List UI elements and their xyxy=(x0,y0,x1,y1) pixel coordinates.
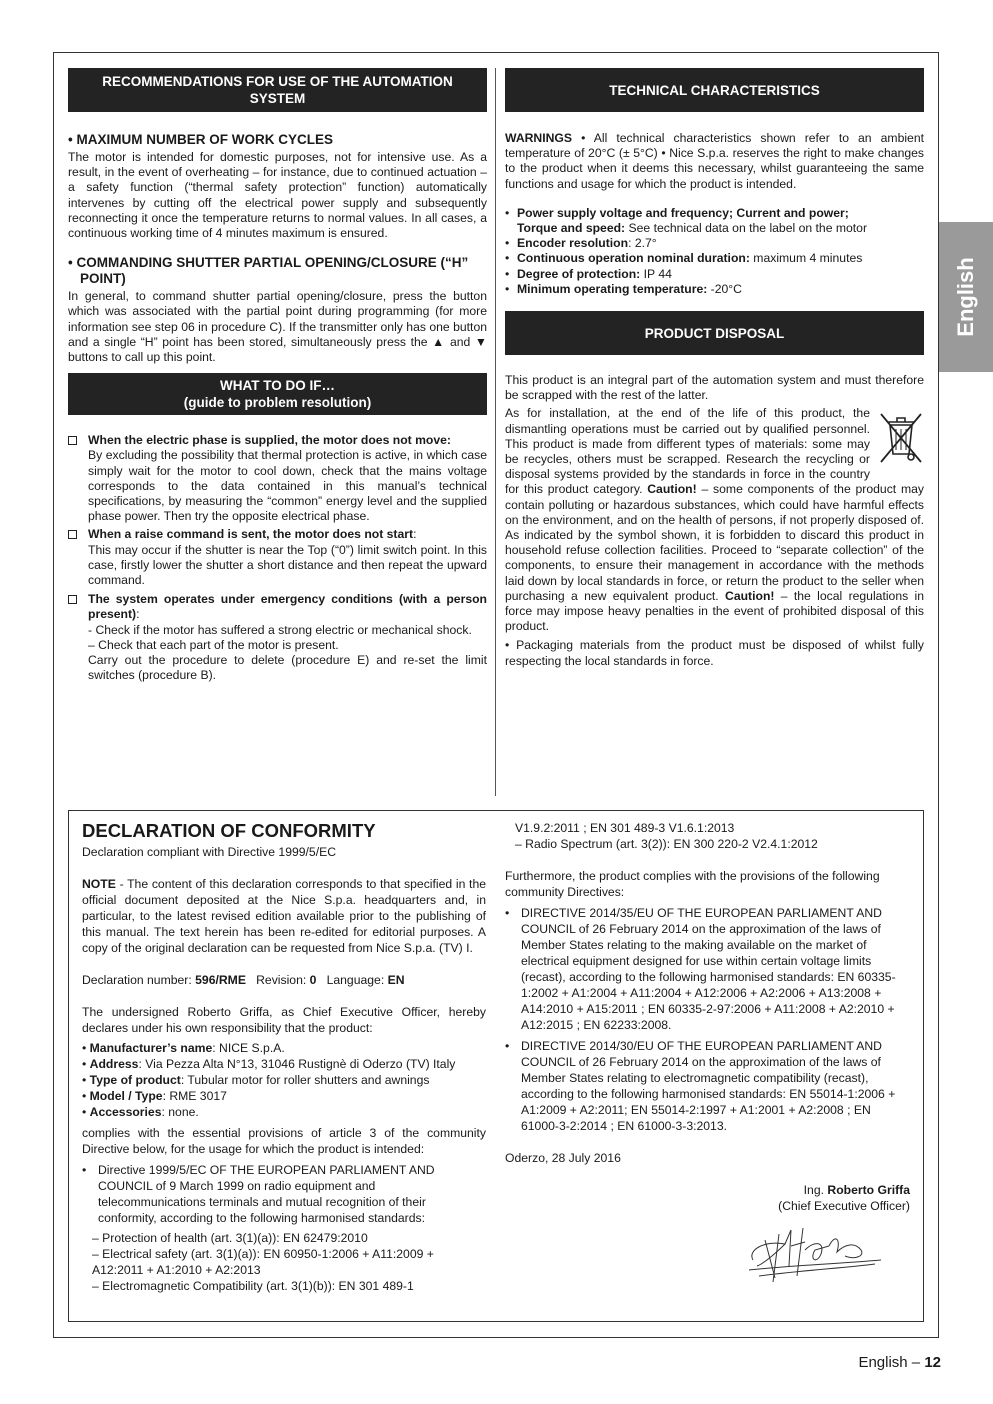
issue-title: When a raise command is sent, the motor does not start xyxy=(88,527,414,542)
note-text: - The content of this declaration corresponds to that specified in the official document deposited at the Nice S.p.a. headquarters and, in particular, to the latest revised edition available prior to the publishing of this manual. The text herein has been re-edited for editorial purposes. A copy of the original declaration can be requested from Nice S.p.a. (TV) I. xyxy=(82,877,486,955)
partial-opening-text: In general, to command shutter partial opening/closure, press the button which was associated with the partial point during programming (for more information see step 06 in procedure C). If the transmitter only has one button and a single “H” point has been stored, simultaneously press the ▲ and ▼ buttons to call up this point. xyxy=(68,289,487,365)
prop-value: : RME 3017 xyxy=(162,1089,227,1103)
page-footer xyxy=(858,1354,941,1371)
revision-label: Revision: xyxy=(256,973,310,987)
prop-value: : NICE S.p.A. xyxy=(212,1041,285,1055)
partial-opening-heading: • COMMANDING SHUTTER PARTIAL OPENING/CLOSURE (“H” POINT) xyxy=(68,255,469,287)
declaration-subtitle: Declaration compliant with Directive 1999/5/EC xyxy=(82,845,337,859)
spec-label: Power supply voltage and frequency; Current and power; xyxy=(517,205,849,220)
std-emc: – Electromagnetic Compatibility (art. 3(1)(b)): EN 301 489-1 xyxy=(92,1279,414,1293)
page-number: 12 xyxy=(924,1354,941,1371)
declaration-number-line xyxy=(82,972,486,988)
language-tab-label: English xyxy=(953,257,978,337)
directive-1999: • Directive 1999/5/EC OF THE EUROPEAN PARLIAMENT AND COUNCIL of 9 March 1999 on radio equipment and telecommunications terminals and mutual recognition of their conformity, according to the following harmonised standards: xyxy=(82,1162,486,1226)
decl-number: 596/RME xyxy=(195,973,246,987)
issue-item: When a raise command is sent, the motor does not start: This may occur if the shutter is near the Top (“0”) limit switch point. In this case, firstly lower the shutter a short distance and then repeat the upward command. xyxy=(68,527,487,588)
issue-text: Carry out the procedure to delete (procedure E) and re-set the limit switches (procedure B). xyxy=(88,653,487,683)
product-props xyxy=(82,1040,486,1120)
caution-label: Caution! xyxy=(725,588,775,603)
prop-item: • Manufacturer’s name: NICE S.p.A. xyxy=(82,1041,285,1055)
footer-label: English – xyxy=(858,1354,925,1371)
prop-value: : none. xyxy=(161,1105,199,1119)
prop-label: Address xyxy=(89,1057,139,1071)
caution-label: Caution! xyxy=(647,482,697,497)
place-date: Oderzo, 28 July 2016 xyxy=(505,1151,621,1165)
specs-list xyxy=(505,206,924,297)
what-to-do-title: WHAT TO DO IF… xyxy=(220,378,335,394)
spec-item xyxy=(505,282,924,297)
revision-value: 0 xyxy=(309,973,317,987)
spec-value: See technical data on the label on the motor xyxy=(625,221,868,236)
declaration-left xyxy=(82,820,486,1294)
warnings-text xyxy=(505,131,924,192)
issue-item: The system operates under emergency conditions (with a person present): - Check if the motor has suffered a strong electric or mechanical shock. – Check that each part of the motor is present. Carry out the procedure to delete (procedure E) and re-set the limit switches (procedure B). xyxy=(68,592,487,683)
spec-label: Torque and speed: xyxy=(517,221,626,236)
std-radio: – Radio Spectrum (art. 3(2)): EN 300 220-2 V2.4.1:2012 xyxy=(515,837,818,851)
disposal-text xyxy=(505,406,924,634)
spec-item xyxy=(505,206,924,236)
directive-2014-35: • DIRECTIVE 2014/35/EU OF THE EUROPEAN PARLIAMENT AND COUNCIL of 26 February 2014 on the approximation of the laws of Member States relating to the making available on the market of electrical equipment designed for use within certain voltage limits (recast), according to the following harmonised standards: EN 60335-1:2002 + A1:2004 + A11:2004 + A12:2006 + A2:2006 + A13:2008 + A14:2010 + A15:2011 ; EN 60335-2-97:2006 + A11:2008 + A2:2010 + A12:2015 ; EN 62233:2008. xyxy=(505,905,910,1033)
declaration-right xyxy=(505,820,910,1286)
disposal-intro: This product is an integral part of the automation system and must therefore be scrapped with the rest of the latter. xyxy=(505,373,924,403)
disposal-body-b: – some components of the product may contain polluting or hazardous substances, which could have harmful effects on the environment, and on the health of persons, if not properly disposed of. As indicated by the symbol shown, it is forbidden to discard this product in household refuse collection facilities. Proceed to “separate collection” of the components, to ensure their management in accordance with the methods laid down by local standards in force, or return the product to the seller when purchasing a new equivalent product. xyxy=(505,482,924,603)
spec-item xyxy=(505,267,924,282)
prop-item: • Address: Via Pezza Alta N°13, 31046 Rustignè di Oderzo (TV) Italy xyxy=(82,1057,456,1071)
spec-value: -20°C xyxy=(707,281,742,296)
issue-text: By excluding the possibility that thermal protection is active, in which case simply wait for the motor to cool down, check that the mains voltage corresponds to the data contained in this manual’s technical specifications, by measuring the “common” energy level and the supplied phase power. Then try the opposite electrical phase. xyxy=(88,448,487,524)
max-cycles-text: The motor is intended for domestic purposes, not for intensive use. As a result, in the event of overheating – for instance, due to continued actuation – a safety function (“thermal safety protection” function) automatically intervenes by cutting off the electrical power supply and subsequently reconnecting it once the temperature returns to normal values. In all cases, a continuous working time of 4 minutes maximum is ensured. xyxy=(68,150,487,241)
spec-label: Degree of protection: xyxy=(517,266,641,281)
issue-title: When the electric phase is supplied, the motor does not move: xyxy=(88,433,451,448)
spec-label: Continuous operation nominal duration: xyxy=(517,251,750,266)
signature-icon xyxy=(745,1220,885,1286)
technical-header: TECHNICAL CHARACTERISTICS xyxy=(505,68,924,112)
checkbox-icon xyxy=(68,595,77,604)
spec-value: maximum 4 minutes xyxy=(749,251,863,266)
recommendations-header: RECOMMENDATIONS FOR USE OF THE AUTOMATION SYSTEM xyxy=(68,68,487,112)
disposal-body-c: – the local regulations in force may impose heavy penalties in the event of prohibited disposal of this product. xyxy=(505,588,925,634)
directive-2014-30: • DIRECTIVE 2014/30/EU OF THE EUROPEAN PARLIAMENT AND COUNCIL of 26 February 2014 on the approximation of the laws of Member States relating to electromagnetic compatibility (recast), according to the following harmonised standards: EN 55014-1:2006 + A1:2009 + A2:2011; EN 55014-2:1997 + A1:2001 + A2:2008 ; EN 61000-3-2:2014 ; EN 61000-3-3:2013. xyxy=(505,1038,910,1134)
std-safety: – Electrical safety (art. 3(1)(a)): EN 60950-1:2006 + A11:2009 + A12:2011 + A1:2010 + A2:2013 xyxy=(92,1247,434,1277)
prop-label: Accessories xyxy=(89,1105,162,1119)
packaging-text: • Packaging materials from the product must be disposed of whilst fully respecting the local standards in force. xyxy=(505,638,924,668)
max-cycles-heading: • MAXIMUM NUMBER OF WORK CYCLES xyxy=(68,132,333,147)
warnings-label: WARNINGS xyxy=(505,131,573,145)
spec-label: Minimum operating temperature: xyxy=(517,281,708,296)
issue-text: - Check if the motor has suffered a strong electric or mechanical shock. xyxy=(88,622,472,637)
prop-label: Type of product xyxy=(89,1073,181,1087)
declaration-title: DECLARATION OF CONFORMITY xyxy=(82,820,376,841)
disposal-body-a: As for installation, at the end of the life of this product, the dismantling operations must be carried out by qualified personnel. This product is made from different types of materials: some may be recycles, others must be scrapped. Research the recycling or disposal systems provided by the standards in force in the country for this product category. xyxy=(505,406,870,497)
spec-value: IP 44 xyxy=(640,266,672,281)
prop-value: : Tubular motor for roller shutters and awnings xyxy=(180,1073,430,1087)
prop-item: • Type of product: Tubular motor for roller shutters and awnings xyxy=(82,1073,430,1087)
signer-name xyxy=(505,1182,910,1198)
language-label: Language: xyxy=(326,973,388,987)
checkbox-icon xyxy=(68,530,77,539)
column-divider xyxy=(495,68,496,796)
std-health: – Protection of health (art. 3(1)(a)): EN 62479:2010 xyxy=(92,1231,368,1245)
prop-value: : Via Pezza Alta N°13, 31046 Rustignè di Oderzo (TV) Italy xyxy=(138,1057,456,1071)
furthermore-text: Furthermore, the product complies with the provisions of the following community Directives: xyxy=(505,869,880,899)
right-column xyxy=(505,68,924,669)
signer-name-text: Roberto Griffa xyxy=(827,1183,910,1197)
spec-item xyxy=(505,251,924,266)
issue-text: This may occur if the shutter is near the Top (“0”) limit switch point. In this case, firstly lower the shutter a short distance and then repeat the upward command. xyxy=(88,542,487,588)
prop-label: Model / Type xyxy=(89,1089,163,1103)
checkbox-icon xyxy=(68,436,77,445)
warnings-body: • All technical characteristics shown refer to an ambient temperature of 20°C (± 5°C) • Nice S.p.a. reserves the right to make changes to the product when it deems this necessary, whilst guaranteeing the same functions and usage for which the product is intended. xyxy=(505,131,924,191)
undersigned-text: The undersigned Roberto Griffa, as Chief Executive Officer, hereby declares under his own responsibility that the product: xyxy=(82,1005,486,1035)
spec-item xyxy=(505,236,924,251)
prop-label: Manufacturer’s name xyxy=(89,1041,213,1055)
issue-text: – Check that each part of the motor is present. xyxy=(88,637,339,652)
disposal-header: PRODUCT DISPOSAL xyxy=(505,311,924,355)
complies-text: complies with the essential provisions of article 3 of the community Directive below, for the usage for which the product is intended: xyxy=(82,1126,486,1156)
spec-value: : 2.7° xyxy=(628,236,657,251)
spec-label: Encoder resolution xyxy=(517,236,629,251)
issue-title: The system operates under emergency conditions (with a person present) xyxy=(88,592,487,622)
signer-prefix: Ing. xyxy=(803,1183,828,1197)
std-emc-cont: V1.9.2:2011 ; EN 301 489-3 V1.6.1:2013 xyxy=(515,821,735,835)
prop-item: • Model / Type: RME 3017 xyxy=(82,1089,227,1103)
note-label: NOTE xyxy=(82,877,116,891)
left-column xyxy=(68,68,487,683)
what-to-do-header xyxy=(68,373,487,415)
decl-number-label: Declaration number: xyxy=(82,973,196,987)
issue-item xyxy=(68,433,487,524)
declaration-note xyxy=(82,876,486,956)
prop-item: • Accessories: none. xyxy=(82,1105,199,1119)
what-to-do-subtitle: (guide to problem resolution) xyxy=(183,395,372,411)
language-value: EN xyxy=(387,973,405,987)
crossed-bin-icon xyxy=(878,410,924,466)
signer-role: (Chief Executive Officer) xyxy=(778,1199,910,1213)
language-side-tab xyxy=(939,222,993,372)
